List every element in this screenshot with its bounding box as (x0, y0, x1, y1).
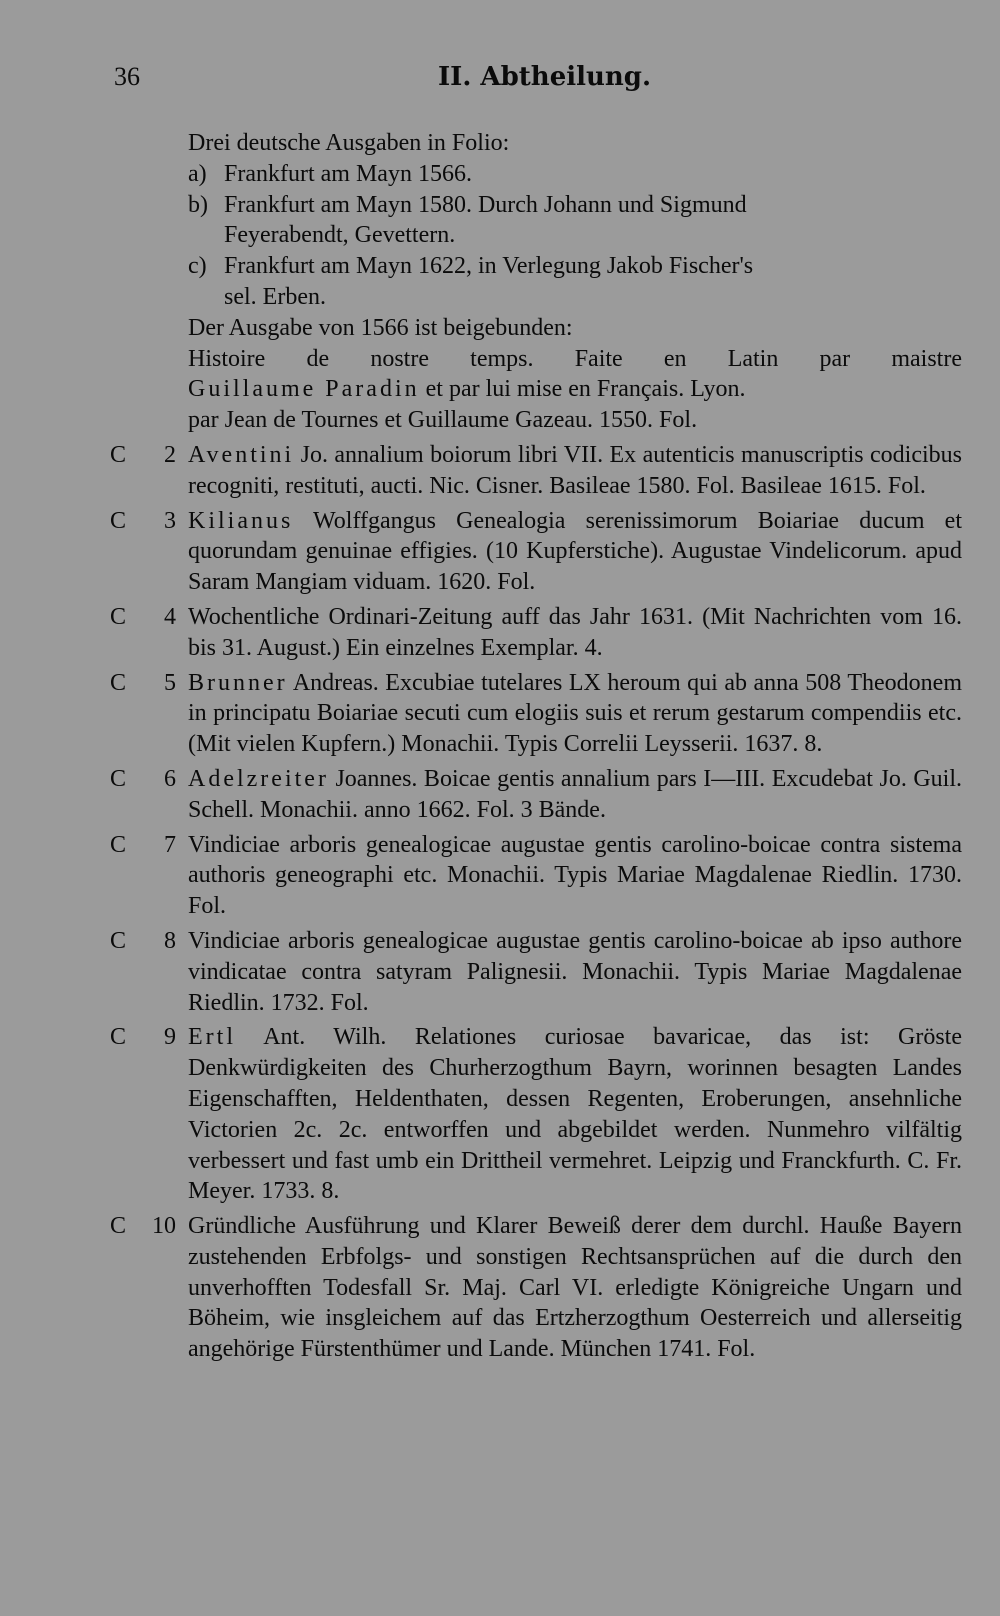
entry-author-name: Brunner (188, 669, 288, 696)
edition-b-marker: b) (188, 191, 208, 218)
entry-description: Wolffgangus Genealogia serenissimorum Boiariae ducum et quorundam genuinae effigies. (10 Kupferstiche). Augustae Vindelicorum. apud Saram Mangiam viduam. 1620. Fol. (188, 507, 962, 596)
histoire-author-name: Guillaume Paradin (188, 376, 420, 403)
catalog-entry (110, 926, 962, 1018)
edition-a-text: Frankfurt am Mayn 1566. (224, 160, 472, 187)
catalog-entry (110, 602, 962, 664)
entry-number: 10 (152, 1213, 176, 1240)
edition-c-continuation: sel. Erben. (224, 283, 326, 310)
entry-text (188, 764, 962, 826)
catalog-entry (110, 668, 962, 760)
entry-description: Vindiciae arboris genealogicae augustae gentis carolino-boicae ab ipso authore vindicatae contra satyram Palignesii. Monachii. Typis Mariae Magdalenae Riedlin. 1732. Fol. (188, 927, 962, 1016)
entry-number: 5 (164, 669, 176, 696)
edition-b (110, 190, 962, 221)
entry-description: Gründliche Ausführung und Klarer Beweiß derer dem durchl. Hauße Bayern zustehenden Erbfolgs- und sonstigen Rechtsansprüchen auf die durch den unverhofften Todesfall Sr. Maj. Carl VI. erledigte Königreiche Ungarn und Böheim, wie insgleichem auf das Ertzherzogthum Oesterreich und allerseitig angehörige Fürstenthümer und Lande. München 1741. Fol. (188, 1213, 962, 1363)
entry-number: 9 (164, 1024, 176, 1051)
edition-c-text: Frankfurt am Mayn 1622, in Verlegung Jakob Fischer's (224, 253, 754, 280)
entry-text (188, 506, 962, 598)
edition-a-marker: a) (188, 160, 207, 187)
edition-c-marker: c) (188, 253, 207, 280)
entry-description: Joannes. Boicae gentis annalium pars I—III. Excudebat Jo. Guil. Schell. Monachii. anno 1662. Fol. 3 Bände. (188, 765, 962, 823)
entry-description: Jo. annalium boiorum libri VII. Ex autenticis manuscriptis codicibus recogniti, restituti, aucti. Nic. Cisner. Basileae 1580. Fol. Basileae 1615. Fol. (188, 441, 962, 499)
entry-description: Andreas. Excubiae tutelares LX heroum qui ab anna 508 Theodonem in principatu Boiariae secuti cum elogiis suis et rerum gestarum compendiis etc. (Mit vielen Kupfern.) Monachii. Typis Correlii Leysserii. 1637. 8. (188, 669, 962, 758)
catalog-entry (110, 830, 962, 922)
entry-number: 2 (164, 441, 176, 468)
entry-text (188, 1022, 962, 1207)
catalog-entry (110, 1022, 962, 1207)
entry-author-name: Adelzreiter (188, 765, 329, 792)
histoire-line-2-rest: et par lui mise en Français. Lyon. (425, 376, 746, 403)
entry-description: Wochentliche Ordinari-Zeitung auff das Jahr 1631. (Mit Nachrichten vom 16. bis 31. August.) Ein einzelnes Exemplar. 4. (188, 603, 962, 661)
entry-category-mark: C (110, 1024, 127, 1051)
histoire-line-3: par Jean de Tournes et Guillaume Gazeau. 1550. Fol. (188, 407, 698, 434)
histoire-line-2 (110, 374, 962, 405)
histoire-line-1: Histoire de nostre temps. Faite en Latin par maistre (188, 345, 962, 372)
entry-number: 7 (164, 831, 176, 858)
entry-category-mark: C (110, 441, 127, 468)
entry-category-mark: C (110, 765, 127, 792)
edition-a (110, 159, 962, 190)
entry-text (188, 440, 962, 502)
intro-heading: Drei deutsche Ausgaben in Folio: (188, 130, 510, 156)
page-number: 36 (114, 62, 140, 91)
catalog-entries (110, 440, 962, 1365)
edition-b-text: Frankfurt am Mayn 1580. Durch Johann und Sigmund (224, 191, 747, 218)
entry-category-mark: C (110, 927, 127, 954)
entry-description: Vindiciae arboris genealogicae augustae gentis carolino-boicae contra sistema authoris geneographi etc. Monachii. Typis Mariae Magdalenae Riedlin. 1730. Fol. (188, 831, 962, 920)
entry-author-name: Ertl (188, 1024, 236, 1051)
entry-number: 3 (164, 507, 176, 534)
page-body (110, 128, 962, 1365)
running-head: II. Abtheilung. (438, 62, 652, 92)
entry-category-mark: C (110, 507, 127, 534)
entry-description: Ant. Wilh. Relationes curiosae bavaricae, das ist: Gröste Denkwürdigkeiten des Churherzogthum Bayrn, worinnen besagten Landes Eigenschafften, Heldenthaten, dessen Regenten, Eroberungen, ansehnliche Victorien 2c. 2c. entworffen und abgebildet werden. Nunmehro vilfältig verbessert und fast umb ein Drittheil vermehret. Leipzig und Franckfurth. C. Fr. Meyer. 1733. 8. (188, 1024, 962, 1205)
catalog-entry (110, 1211, 962, 1365)
edition-c (110, 251, 962, 282)
entry-text (188, 668, 962, 760)
bound-with-line: Der Ausgabe von 1566 ist beigebunden: (188, 314, 573, 341)
catalog-entry (110, 764, 962, 826)
page-header (0, 62, 1000, 102)
entry-category-mark: C (110, 831, 127, 858)
entry-text (188, 602, 962, 664)
entry-number: 8 (164, 927, 176, 954)
entry-category-mark: C (110, 669, 127, 696)
catalog-entry (110, 506, 962, 598)
entry-number: 6 (164, 765, 176, 792)
entry-author-name: Kilianus (188, 507, 294, 534)
entry-text (188, 1211, 962, 1365)
entry-number: 4 (164, 603, 176, 630)
edition-b-continuation: Feyerabendt, Gevettern. (224, 222, 456, 249)
entry-category-mark: C (110, 603, 127, 630)
entry-author-name: Aventini (188, 441, 295, 468)
entry-text (188, 830, 962, 922)
catalog-entry (110, 440, 962, 502)
entry-text (188, 926, 962, 1018)
entry-category-mark: C (110, 1213, 127, 1240)
